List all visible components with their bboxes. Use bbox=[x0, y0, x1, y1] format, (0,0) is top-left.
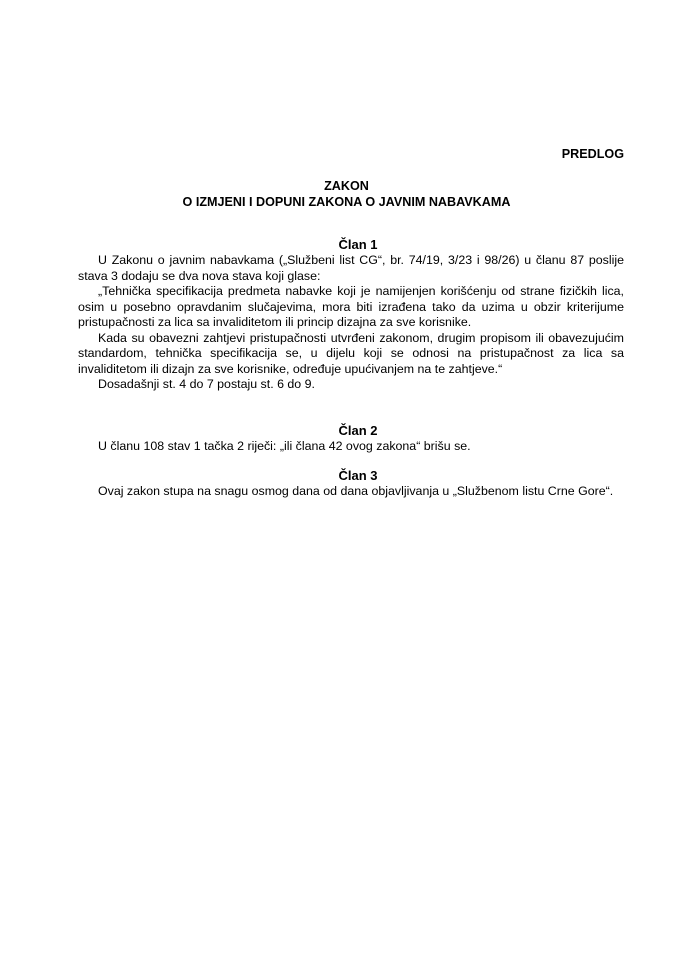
clan-3-section bbox=[78, 468, 624, 500]
predlog-label: PREDLOG bbox=[561, 147, 624, 161]
clan-3-heading: Član 3 bbox=[338, 468, 378, 483]
law-title-line-2: O IZMJENI I DOPUNI ZAKONA O JAVNIM NABAVKAMA bbox=[182, 195, 511, 209]
clan-1-paragraph-4: Dosadašnji st. 4 do 7 postaju st. 6 do 9. bbox=[98, 377, 315, 391]
clan-3-paragraph-1: Ovaj zakon stupa na snagu osmog dana od dana objavljivanja u „Službenom listu Crne Gore“. bbox=[98, 484, 614, 498]
clan-2-paragraph-1: U članu 108 stav 1 tačka 2 riječi: „ili člana 42 ovog zakona“ brišu se. bbox=[98, 439, 471, 453]
clan-1-heading: Član 1 bbox=[338, 237, 378, 252]
clan-1-paragraph-1: U Zakonu o javnim nabavkama („Službeni list CG“, br. 74/19, 3/23 i 98/26) u članu 87 poslije stava 3 dodaju se dva nova stava koji glase: bbox=[78, 253, 624, 283]
clan-1-section bbox=[78, 237, 624, 393]
clan-1-paragraph-3: Kada su obavezni zahtjevi pristupačnosti utvrđeni zakonom, drugim propisom ili obavezujućim standardom, tehnička specifikacija se, u dijelu koji se odnosi na pristupačnost za lica sa invaliditetom ili dizajn za sve korisnike, određuje upućivanjem na te zahtjeve.“ bbox=[78, 330, 624, 376]
clan-1-paragraph-2: „Tehnička specifikacija predmeta nabavke koji je namijenjen korišćenju od strane fizičkih lica, osim u posebno opravdanim slučajevima, mora biti izrađena tako da uzima u obzir kriterijume pristupačnosti za lica sa invaliditetom ili princip dizajna za sve korisnike. bbox=[78, 284, 624, 329]
law-title-line-1: ZAKON bbox=[324, 179, 369, 193]
law-title bbox=[0, 178, 679, 210]
clan-2-heading: Član 2 bbox=[338, 423, 378, 438]
clan-2-section bbox=[78, 423, 624, 455]
